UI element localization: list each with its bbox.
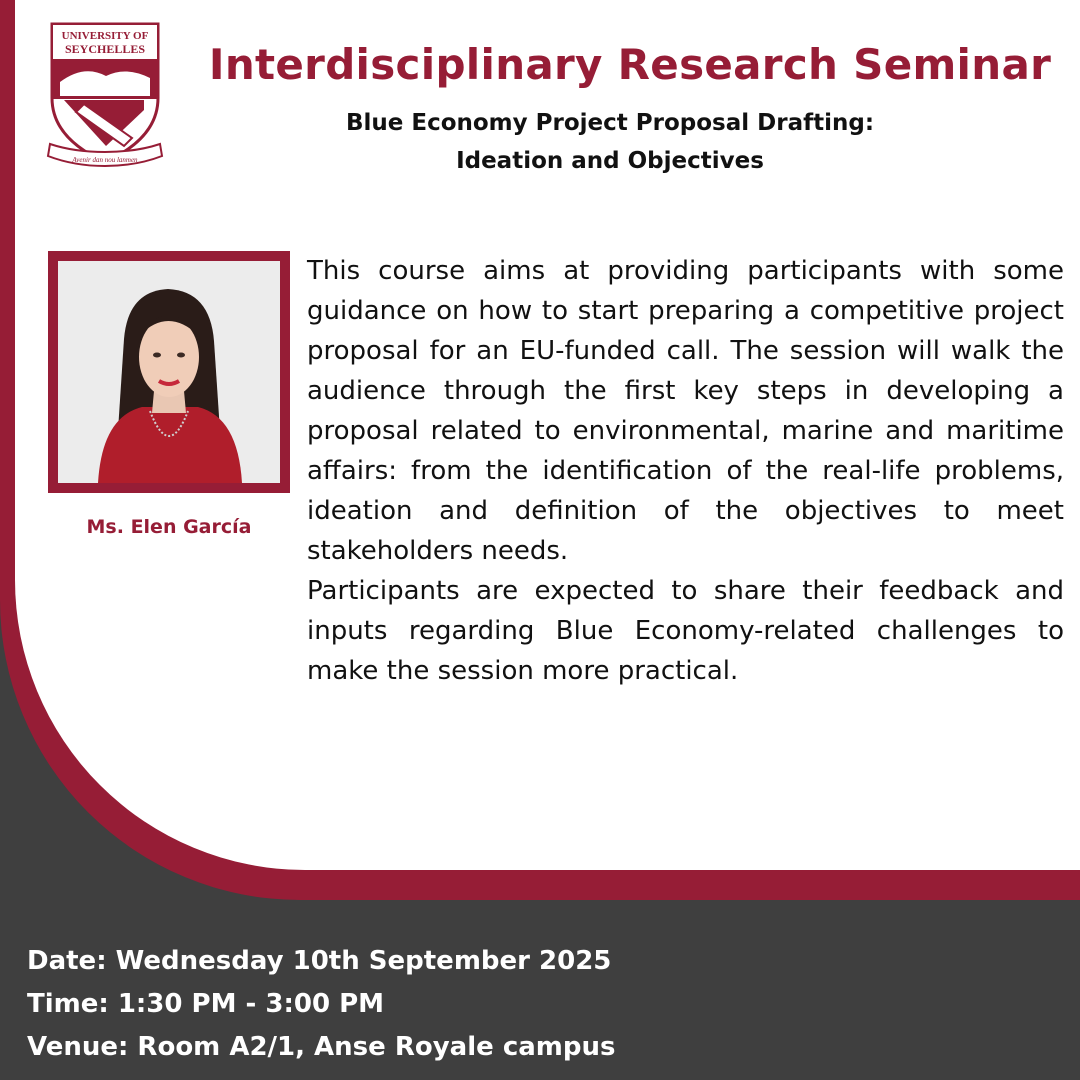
crest-text-line2: SEYCHELLES — [64, 42, 146, 56]
event-venue: Venue: Room A2/1, Anse Royale campus — [27, 1032, 616, 1062]
speaker-portrait-image — [58, 261, 280, 483]
speaker-name: Ms. Elen García — [86, 516, 252, 538]
subtitle-line2: Ideation and Objectives — [456, 148, 764, 174]
event-date: Date: Wednesday 10th September 2025 — [27, 946, 612, 976]
crest-motto: Avenir dan nou lanmen — [72, 156, 138, 164]
event-details — [27, 940, 615, 1069]
speaker-photo — [48, 251, 290, 493]
crest-text-line1: UNIVERSITY OF — [61, 30, 149, 42]
seminar-subtitle — [240, 104, 980, 180]
description-paragraph-1: This course aims at providing participants with some guidance on how to start preparing a competitive project proposal for an EU-funded call. The session will walk the audience through the first key steps in developing a proposal related to environmental, marine and maritime affairs: from the identification of the real-life problems, ideation and definition of the objectives to meet stakeholders needs. — [307, 256, 1064, 566]
subtitle-line1: Blue Economy Project Proposal Drafting: — [345, 110, 875, 136]
seminar-title: Interdisciplinary Research Seminar — [208, 40, 1052, 89]
course-description — [307, 251, 1064, 691]
description-paragraph-2: Participants are expected to share their feedback and inputs regarding Blue Economy-related challenges to make the session more practical. — [307, 576, 1064, 686]
university-crest-logo — [44, 20, 166, 176]
event-time: Time: 1:30 PM - 3:00 PM — [27, 989, 385, 1019]
